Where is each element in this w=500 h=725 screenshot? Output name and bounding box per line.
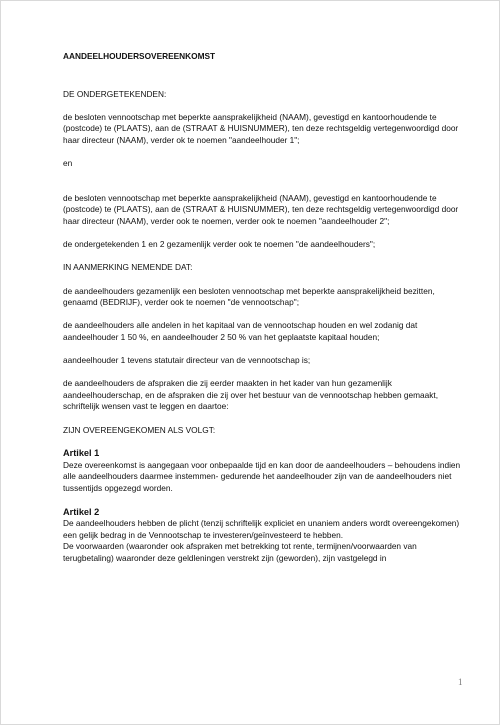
intro-heading: DE ONDERGETEKENDEN: xyxy=(63,88,167,99)
considering-heading: IN AANMERKING NEMENDE DAT: xyxy=(63,262,193,273)
party-2-paragraph: de besloten vennootschap met beperkte aansprakelijkheid (NAAM), gevestigd en kantoorhoudende te (postcode) te (PLAATS), aan de (STRAAT & HUISNUMMER), ten deze rechtsgeldig vertegenwoordigd door haar directeur (NAAM), verder ook te noemen, verder ook te noemen "aandeelhouder 2"; xyxy=(63,192,459,226)
document-title: AANDEELHOUDERSOVEREENKOMST xyxy=(63,51,216,61)
article-2-text-1: De aandeelhouders hebben de plicht (tenzij schriftelijk expliciet en unaniem anders wordt overeengekomen) een gelijk bedrag in de Vennootschap te investeren/geïnvesteerd te hebben. xyxy=(63,518,460,540)
consideration-4: de aandeelhouders de afspraken die zij eerder maakten in het kader van hun gezamenlijk aandeelhouderschap, en de afspraken die zij over het bestuur van de vennootschap hebben gemaakt, schriftelijk wensen vast te leggen en daartoe: xyxy=(63,378,439,412)
article-2-text-2: De voorwaarden (waaronder ook afspraken met betrekking tot rente, termijnen/voorwaarden van terugbetaling) waaronder deze geldleningen verstrekt zijn (geworden), zijn vastgelegd in xyxy=(63,541,417,563)
party-1-paragraph: de besloten vennootschap met beperkte aansprakelijkheid (NAAM), gevestigd en kantoorhoudende te (postcode) te (PLAATS), aan de (STRAAT & HUISNUMMER), ten deze rechtsgeldig vertegenwoordigd door haar directeur (NAAM), verder ok te noemen "aandeelhouder 1"; xyxy=(63,111,459,145)
article-1-text: Deze overeenkomst is aangegaan voor onbepaalde tijd en kan door de aandeelhouders – behoudens indien alle aandeelhouders daarmee instemmen- gedurende het aandeelhouder zijn van de aandeelhouders niet tussentijds opgezegd worden. xyxy=(63,459,461,493)
consideration-2: de aandeelhouders alle andelen in het kapitaal van de vennootschap houden en wel zodanig dat aandeelhouder 1 50 %, en aandeelhouder 2 50 % van het geplaatste kapitaal houden; xyxy=(63,320,418,342)
consideration-3: aandeelhouder 1 tevens statutair directeur van de vennootschap is; xyxy=(63,355,311,366)
collective-paragraph: de ondergetekenden 1 en 2 gezamenlijk verder ook te noemen "de aandeelhouders"; xyxy=(63,239,376,250)
article-1-heading: Artikel 1 xyxy=(63,448,100,459)
document-body xyxy=(63,51,463,565)
agreed-heading: ZIJN OVEREENGEKOMEN ALS VOLGT: xyxy=(63,424,216,435)
article-2-heading: Artikel 2 xyxy=(63,506,100,517)
consideration-1: de aandeelhouders gezamenlijk een besloten vennootschap met beperkte aansprakelijkheid bezitten, genaamd (BEDRIJF), verder ook te noemen "de vennootschap"; xyxy=(63,285,435,308)
page-number: 1 xyxy=(458,677,463,687)
and-paragraph: en xyxy=(63,158,73,169)
